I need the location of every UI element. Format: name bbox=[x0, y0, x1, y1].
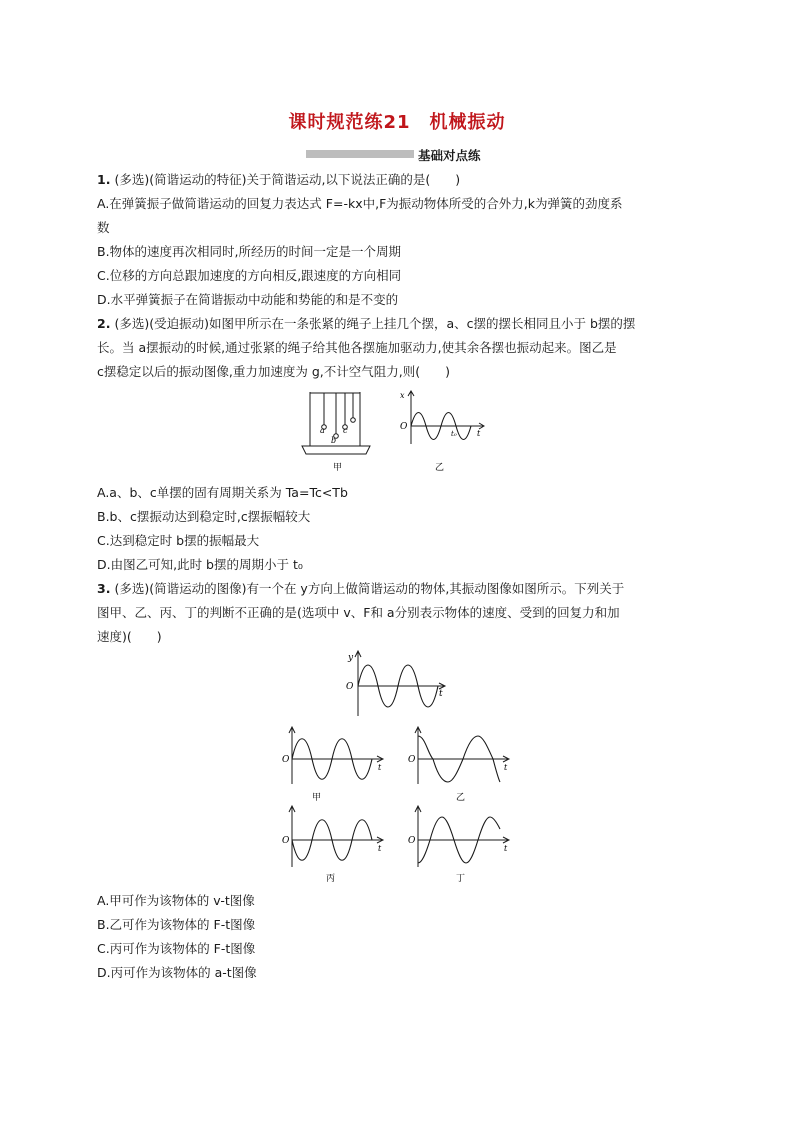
q3-main-axis-y: y bbox=[348, 653, 354, 663]
q1-stem-text: (多选)(简谐运动的特征)关于简谐运动,以下说法正确的是( ) bbox=[114, 172, 461, 187]
q2-stem-line1 bbox=[97, 315, 707, 333]
q2-figure-jia bbox=[300, 388, 378, 478]
q3-stem-line1 bbox=[97, 580, 707, 598]
q2-stem-line3: c摆稳定以后的振动图像,重力加速度为 g,不计空气阻力,则( ) bbox=[97, 364, 450, 379]
q3-caption-yi: 乙 bbox=[456, 793, 466, 803]
q1-option-b: B.物体的速度再次相同时,所经历的时间一定是一个周期 bbox=[97, 244, 402, 259]
q3-ding-axis-t: t bbox=[504, 844, 508, 853]
q1-option-d: D.水平弹簧振子在简谐振动中动能和势能的和是不变的 bbox=[97, 292, 399, 307]
q3-bing-origin: O bbox=[282, 836, 290, 846]
q3-stem-text1: (多选)(简谐运动的图像)有一个在 y方向上做简谐运动的物体,其振动图像如图所示。下列关于 bbox=[114, 581, 625, 596]
q2-fig-caption-jia: 甲 bbox=[333, 463, 343, 473]
section-bar bbox=[306, 150, 414, 158]
q3-bing-axis-t: t bbox=[378, 844, 382, 853]
q1-stem bbox=[97, 171, 707, 189]
q2-figure-yi bbox=[395, 388, 490, 478]
q2-stem-line2: 长。当 a摆振动的时候,通过张紧的绳子给其他各摆施加驱动力,使其余各摆也振动起来。图乙是 bbox=[97, 340, 617, 355]
q2-number: 2. bbox=[97, 316, 111, 331]
q2-stem-text1: (多选)(受迫振动)如图甲所示在一条张紧的绳子上挂几个摆，a、c摆的摆长相同且小于 b摆的摆 bbox=[114, 316, 636, 331]
q3-graph-bing bbox=[282, 805, 392, 885]
page-title: 课时规范练21 机械振动 bbox=[288, 112, 506, 133]
q2-fig-label-c: c bbox=[343, 426, 348, 435]
q3-yi-axis-t: t bbox=[504, 763, 508, 772]
q1-option-a-cont: 数 bbox=[97, 220, 110, 235]
q3-stem-line3: 速度)( ) bbox=[97, 629, 162, 644]
section-label: 基础对点练 bbox=[418, 148, 481, 163]
q2-option-d: D.由图乙可知,此时 b摆的周期小于 t₀ bbox=[97, 557, 303, 572]
q3-number: 3. bbox=[97, 581, 111, 596]
q1-number: 1. bbox=[97, 172, 111, 187]
q3-jia-axis-t: t bbox=[378, 763, 382, 772]
q3-option-d: D.丙可作为该物体的 a-t图像 bbox=[97, 965, 257, 980]
q3-main-graph bbox=[340, 648, 450, 720]
q2-option-c: C.达到稳定时 b摆的振幅最大 bbox=[97, 533, 260, 548]
q3-graph-ding bbox=[408, 805, 518, 885]
q3-caption-bing: 丙 bbox=[326, 874, 336, 884]
q2-fig-label-a: a bbox=[320, 426, 325, 435]
q1-option-a: A.在弹簧振子做简谐运动的回复力表达式 F=-kx中,F为振动物体所受的合外力,k为弹簧的劲度系 bbox=[97, 196, 623, 211]
q3-option-c: C.丙可作为该物体的 F-t图像 bbox=[97, 941, 256, 956]
q2-yi-axis-t: t bbox=[477, 429, 481, 438]
q2-fig-label-b: b bbox=[331, 436, 337, 445]
q3-option-b: B.乙可作为该物体的 F-t图像 bbox=[97, 917, 256, 932]
q3-caption-jia: 甲 bbox=[312, 793, 322, 803]
q3-stem-line2: 图甲、乙、丙、丁的判断不正确的是(选项中 v、F和 a分别表示物体的速度、受到的回复力和加 bbox=[97, 605, 620, 620]
q2-yi-t0: t₀ bbox=[451, 430, 457, 438]
q3-main-axis-t: t bbox=[439, 689, 443, 699]
q2-fig-caption-yi: 乙 bbox=[435, 463, 445, 473]
q3-main-origin: O bbox=[346, 682, 354, 692]
q3-yi-origin: O bbox=[408, 755, 416, 765]
q3-option-a: A.甲可作为该物体的 v-t图像 bbox=[97, 893, 255, 908]
q2-option-b: B.b、c摆振动达到稳定时,c摆振幅较大 bbox=[97, 509, 311, 524]
q2-yi-origin: O bbox=[400, 422, 408, 432]
q3-ding-origin: O bbox=[408, 836, 416, 846]
q2-option-a: A.a、b、c单摆的固有周期关系为 Ta=Tc<Tb bbox=[97, 485, 348, 500]
q3-jia-origin: O bbox=[282, 755, 290, 765]
q3-caption-ding: 丁 bbox=[456, 874, 466, 884]
q3-graph-yi bbox=[408, 726, 518, 806]
q3-graph-jia bbox=[282, 726, 392, 806]
q1-option-c: C.位移的方向总跟加速度的方向相反,跟速度的方向相同 bbox=[97, 268, 402, 283]
q2-yi-axis-x: x bbox=[400, 391, 405, 400]
